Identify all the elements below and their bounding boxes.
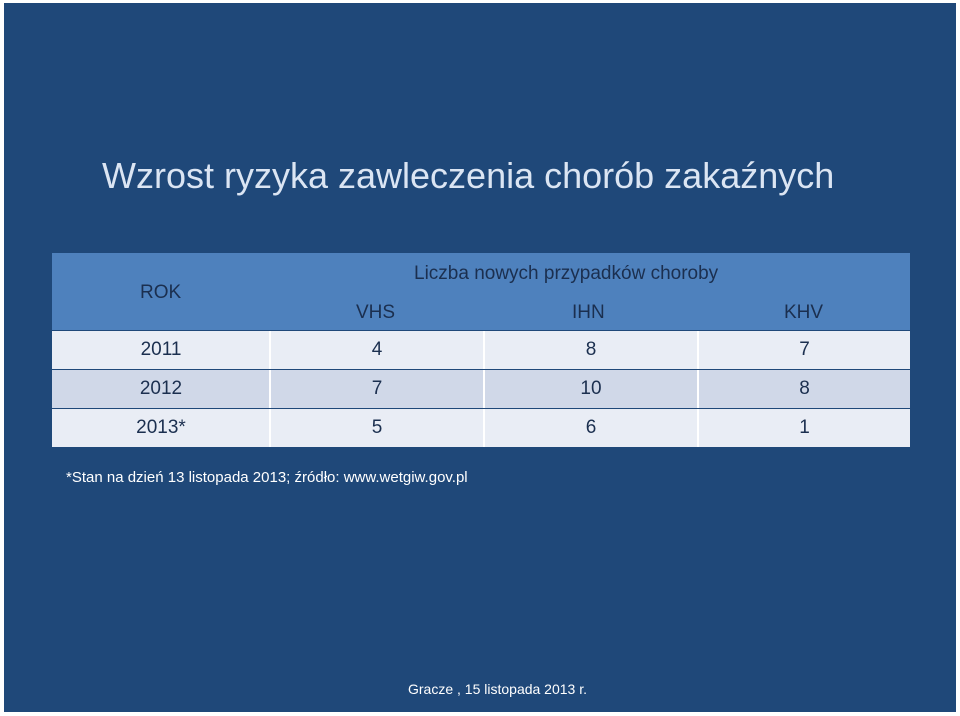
- table-row: [52, 370, 910, 408]
- cell-ihn: 8: [585, 339, 597, 360]
- cell-vhs: 5: [371, 417, 383, 438]
- slide-title: Wzrost ryzyka zawleczenia chorób zakaźnych: [102, 155, 835, 196]
- cell-ihn: 6: [585, 417, 597, 438]
- table-row: [52, 409, 910, 447]
- cell-year: 2013*: [136, 417, 186, 438]
- table-header: [52, 253, 910, 330]
- cell-year: 2012: [139, 378, 183, 399]
- cell-khv: 1: [799, 417, 810, 438]
- cases-table: [52, 253, 910, 446]
- header-group-label: Liczba nowych przypadków choroby: [414, 263, 719, 284]
- cell-vhs: 4: [371, 339, 383, 360]
- header-col-khv: KHV: [784, 302, 824, 323]
- cell-year: 2011: [140, 339, 182, 360]
- header-col-ihn: IHN: [572, 302, 605, 323]
- cell-khv: 8: [799, 378, 810, 399]
- source-footnote: *Stan na dzień 13 listopada 2013; źródło: www.wetgiw.gov.pl: [66, 469, 468, 486]
- table-row: [52, 331, 910, 369]
- cell-khv: 7: [799, 339, 810, 360]
- header-col-vhs: VHS: [356, 302, 396, 323]
- cell-ihn: 10: [580, 378, 602, 399]
- header-year-label: ROK: [140, 282, 182, 303]
- slide-footer: Gracze , 15 listopada 2013 r.: [408, 681, 587, 697]
- slide: [4, 3, 956, 712]
- cell-vhs: 7: [371, 378, 383, 399]
